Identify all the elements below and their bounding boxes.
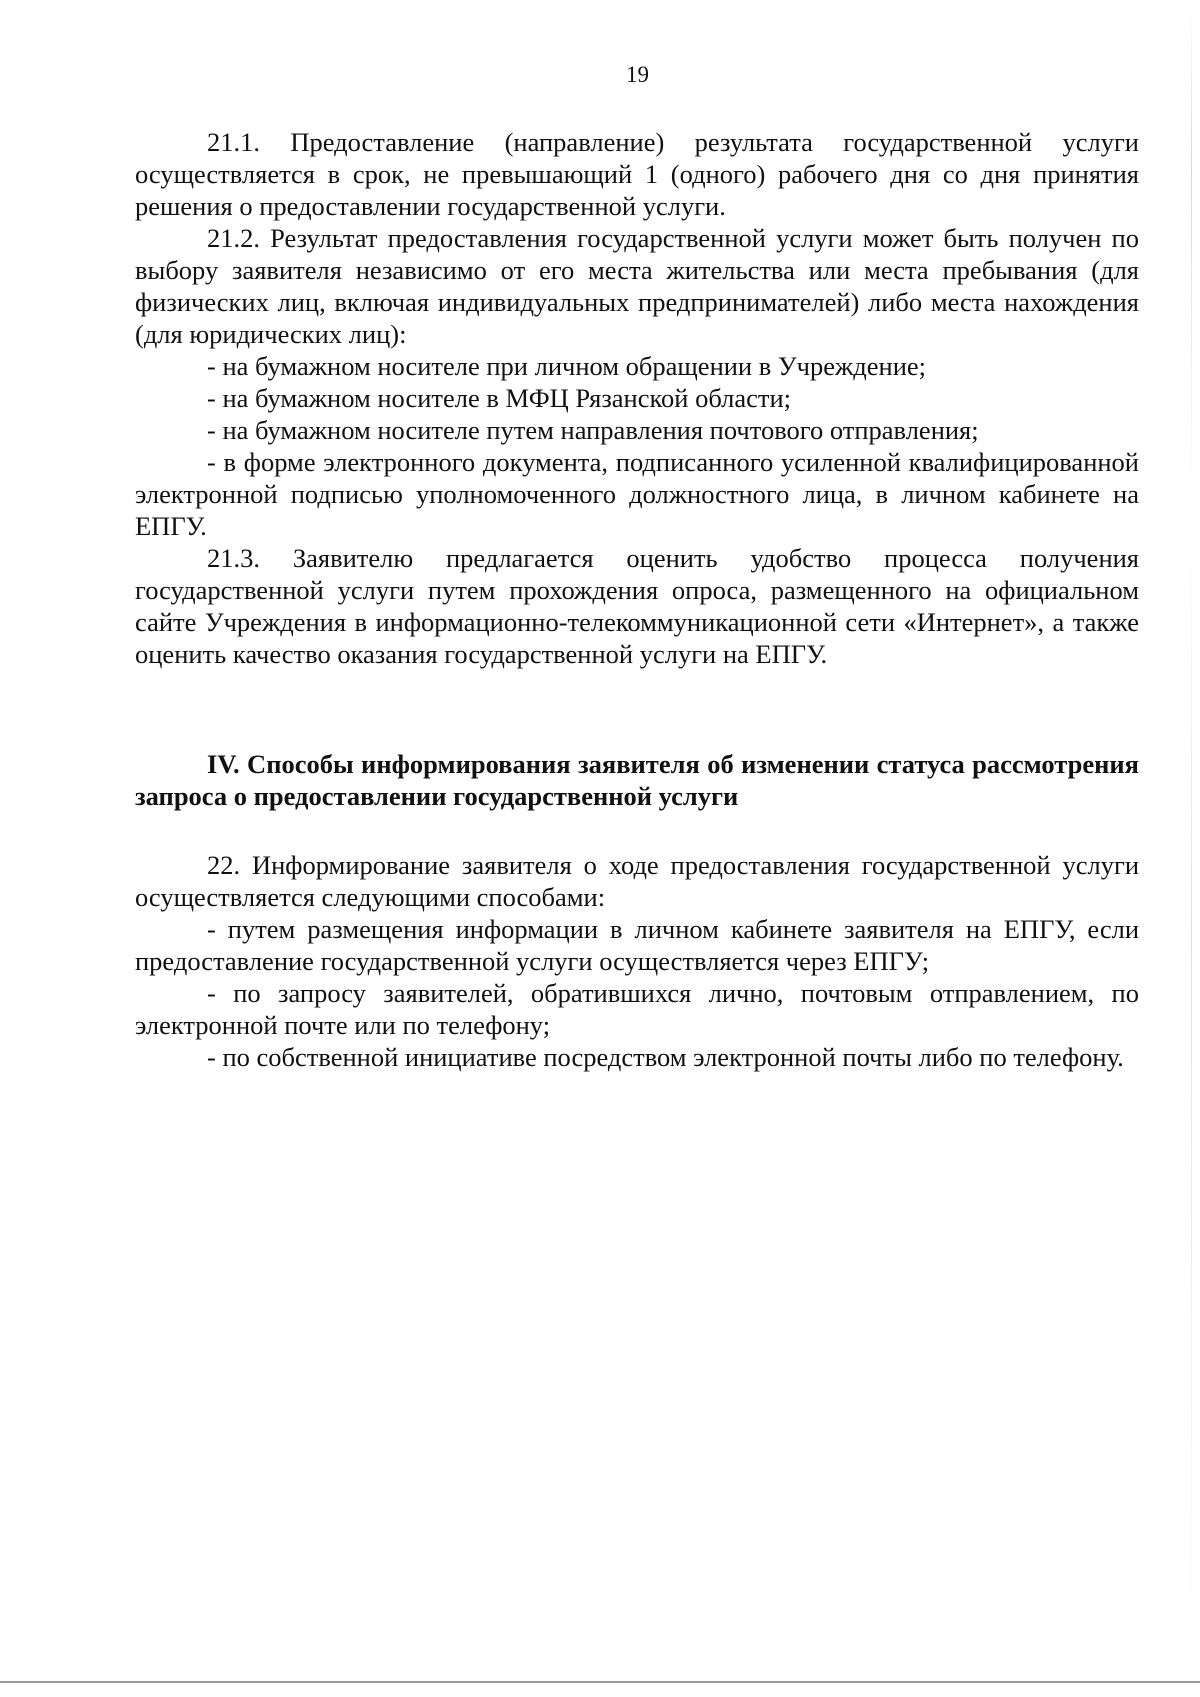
scan-edge-bottom (0, 1681, 1200, 1683)
list-item-on-request: - по запросу заявителей, обратившихся лично, почтовым отправлением, по электронной почте или по телефону; (135, 978, 1139, 1040)
list-item-paper-personal: - на бумажном носителе при личном обращении в Учреждение; (207, 351, 927, 381)
paragraph-22: 22. Информирование заявителя о ходе предоставления государственной услуги осуществляется следующими способами: (135, 850, 1139, 912)
document-body-bottom (135, 849, 1139, 1073)
list-item-paper-mail: - на бумажном носителе путем направления почтового отправления; (207, 415, 979, 445)
list-item-electronic: - в форме электронного документа, подписанного усиленной квалифицированной электронной подписью уполномоченного должностного лица, в личном кабинете на ЕПГУ. (135, 447, 1139, 541)
paragraph-21-2: 21.2. Результат предоставления государственной услуги может быть получен по выбору заявителя независимо от его места жительства или места пребывания (для физических лиц, включая индивидуальных предпринимателей) либо места нахождения (для юридических лиц): (135, 223, 1139, 349)
list-item-own-initiative: - по собственной инициативе посредством электронной почты либо по телефону. (207, 1042, 1124, 1072)
scan-edge-right (1191, 0, 1192, 1697)
list-item-paper-mfc: - на бумажном носителе в МФЦ Рязанской области; (207, 383, 792, 413)
section-heading: IV. Способы информирования заявителя об изменении статуса рассмотрения запроса о предоставлении государственной услуги (135, 749, 1139, 811)
list-item-epgu-cabinet: - путем размещения информации в личном кабинете заявителя на ЕПГУ, если предоставление государственной услуги осуществляется через ЕПГУ; (135, 914, 1139, 976)
document-body-top (135, 126, 1139, 670)
page-number: 19 (626, 62, 649, 87)
paragraph-21-3: 21.3. Заявителю предлагается оценить удобство процесса получения государственной услуги путем прохождения опроса, размещенного на официальном сайте Учреждения в информационно-телекоммуникационной сети «Интернет», а также оценить качество оказания государственной услуги на ЕПГУ. (135, 543, 1139, 669)
paragraph-21-1: 21.1. Предоставление (направление) результата государственной услуги осуществляется в срок, не превышающий 1 (одного) рабочего дня со дня принятия решения о предоставлении государственной услуги. (135, 127, 1139, 221)
